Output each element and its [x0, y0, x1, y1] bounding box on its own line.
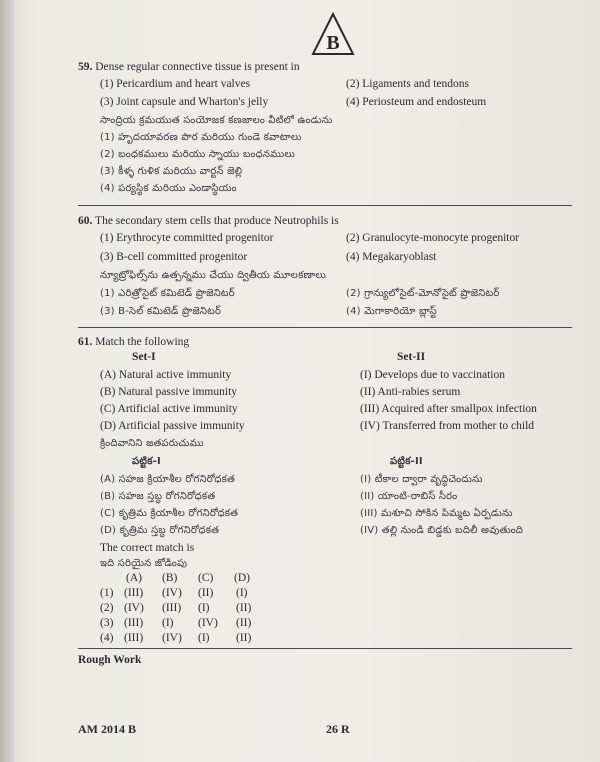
q60-option-3: (3) B-cell committed progenitor: [100, 251, 248, 263]
answer-cell: (II): [236, 632, 252, 644]
answer-cell: (IV): [162, 632, 182, 644]
rough-work-label: Rough Work: [78, 654, 142, 666]
page-binding-edge: [0, 0, 14, 762]
q61-telugu-set2-header: పట్టిక-II: [390, 456, 423, 467]
q61-stem-text: Match the following: [95, 336, 190, 348]
q61-telugu-set2-item-iv: (IV) తల్లి నుండి బిడ్డకు బదిలీ అవుతుంది: [360, 525, 524, 536]
q61-set2-item-iv: (IV) Transferred from mother to child: [360, 420, 535, 432]
answer-cell: (I): [236, 587, 248, 599]
answer-cell: (III): [124, 632, 144, 644]
answer-cell: (IV): [162, 587, 182, 599]
answer-cell: (II): [236, 602, 252, 614]
q60-telugu-option-3: (3) B-సెల్ కమిటెడ్ ప్రొజెనిటర్: [100, 306, 222, 317]
footer-page-number: 26 R: [326, 722, 350, 736]
answer-cell: (II): [198, 587, 214, 599]
answer-cell: (III): [124, 617, 144, 629]
q59-option-3: (3) Joint capsule and Wharton's jelly: [100, 96, 269, 108]
answer-cell: (IV): [198, 617, 218, 629]
divider-60-61: [78, 327, 572, 328]
divider-rough-work: [78, 648, 572, 649]
q61-telugu-set1-item-d: (D) కృత్రిమ స్తబ్ధ రోగనిరోధకత: [100, 525, 220, 536]
answer-cell: (II): [236, 617, 252, 629]
q59-telugu-option-2: (2) బంధకములు మరియు స్నాయు బంధనములు: [100, 149, 296, 160]
q61-correct-match-te: ఇది సరియైన జోడింపు: [100, 558, 188, 569]
answer-row-label: (1): [100, 587, 114, 599]
divider-59-60: [78, 205, 572, 206]
answer-cell: (III): [162, 602, 182, 614]
answer-cell: (IV): [124, 602, 144, 614]
q59-telugu-option-4: (4) పర్యస్థిక మరియు ఎండాస్థియం: [100, 183, 237, 194]
q59-option-2: (2) Ligaments and tendons: [346, 78, 469, 90]
q60-telugu-option-1: (1) ఎరిత్రోసైట్ కమిటెడ్ ప్రొజెనిటర్: [100, 288, 235, 299]
answer-header-a: (A): [126, 572, 142, 584]
q59-telugu-stem: సాంద్రియ క్రమయుత సంయోజక కణజాలం వీటిలో ఉండును: [100, 115, 333, 126]
q59-telugu-option-3: (3) కీళ్ళ గుళిక మరియు వార్టన్ జెల్లి: [100, 166, 243, 177]
q59-stem: [78, 60, 300, 74]
answer-cell: (I): [198, 632, 210, 644]
series-letter: B: [326, 32, 340, 54]
q61-telugu-set1-header: పట్టిక-I: [132, 456, 161, 467]
answer-header-d: (D): [234, 572, 250, 584]
q61-set2-header: Set-II: [397, 351, 426, 363]
q61-set1-item-a: (A) Natural active immunity: [100, 369, 232, 381]
q61-telugu-set1-item-c: (C) కృత్రిమ క్రియాశీల రోగనిరోధకత: [100, 508, 239, 519]
answer-cell: (I): [198, 602, 210, 614]
q59-option-4: (4) Periosteum and endosteum: [346, 96, 487, 108]
series-triangle-logo: [311, 12, 355, 56]
answer-cell: (I): [162, 617, 174, 629]
q60-option-1: (1) Erythrocyte committed progenitor: [100, 232, 274, 244]
q59-number: 59.: [78, 61, 93, 73]
q60-option-4: (4) Megakaryoblast: [346, 251, 437, 263]
answer-row-label: (3): [100, 617, 114, 629]
q60-number: 60.: [78, 215, 93, 227]
q60-stem: [78, 214, 339, 228]
q61-telugu-set2-item-iii: (III) మశూచి సోకిన పిమ్మట ఏర్పడును: [360, 508, 513, 519]
q61-telugu-set2-item-ii: (II) యాంటి-రాబిస్ సీరం: [360, 491, 458, 502]
q61-correct-match-en: The correct match is: [100, 542, 195, 554]
answer-header-b: (B): [162, 572, 178, 584]
q61-telugu-set1-item-b: (B) సహజ స్తబ్ధ రోగనిరోధకత: [100, 491, 216, 502]
q61-set2-item-iii: (III) Acquired after smallpox infection: [360, 403, 537, 415]
q61-telugu-set2-item-i: (I) టీకాల ద్వారా వృద్ధిచెందును: [360, 474, 483, 485]
q61-telugu-stem: క్రిందివానిని జతపరుచుము: [100, 438, 204, 449]
q60-stem-text: The secondary stem cells that produce Neutrophils is: [95, 215, 339, 227]
answer-header-c: (C): [198, 572, 214, 584]
q61-set1-item-c: (C) Artificial active immunity: [100, 403, 238, 415]
q61-set2-item-ii: (II) Anti-rabies serum: [360, 386, 461, 398]
q60-telugu-option-2: (2) గ్రాన్యులోసైట్-మోనోసైట్ ప్రొజెనిటర్: [346, 288, 500, 299]
footer-paper-code: AM 2014 B: [78, 722, 136, 736]
q61-set2-item-i: (I) Develops due to vaccination: [360, 369, 505, 381]
q61-telugu-set1-item-a: (A) సహజ క్రియాశీల రోగనిరోధకత: [100, 474, 236, 485]
answer-row-label: (2): [100, 602, 114, 614]
q59-telugu-option-1: (1) హృదయావరణ పొర మరియు గుండె కవాటాలు: [100, 132, 302, 143]
q59-option-1: (1) Pericardium and heart valves: [100, 78, 251, 90]
q61-answer-grid: [100, 572, 270, 647]
q60-option-2: (2) Granulocyte-monocyte progenitor: [346, 232, 520, 244]
q61-set1-item-b: (B) Natural passive immunity: [100, 386, 238, 398]
answer-row-label: (4): [100, 632, 114, 644]
q61-set1-header: Set-I: [132, 351, 156, 363]
q61-stem: [78, 335, 189, 349]
q59-stem-text: Dense regular connective tissue is present in: [95, 61, 300, 73]
q60-telugu-stem: న్యూట్రోఫిల్స్‌ను ఉత్పన్నము చేయు ద్వితీయ మూలకణాలు: [100, 270, 327, 281]
answer-cell: (III): [124, 587, 144, 599]
q61-number: 61.: [78, 336, 93, 348]
q61-set1-item-d: (D) Artificial passive immunity: [100, 420, 245, 432]
q60-telugu-option-4: (4) మెగాకారియో బ్లాస్ట్: [346, 306, 437, 317]
